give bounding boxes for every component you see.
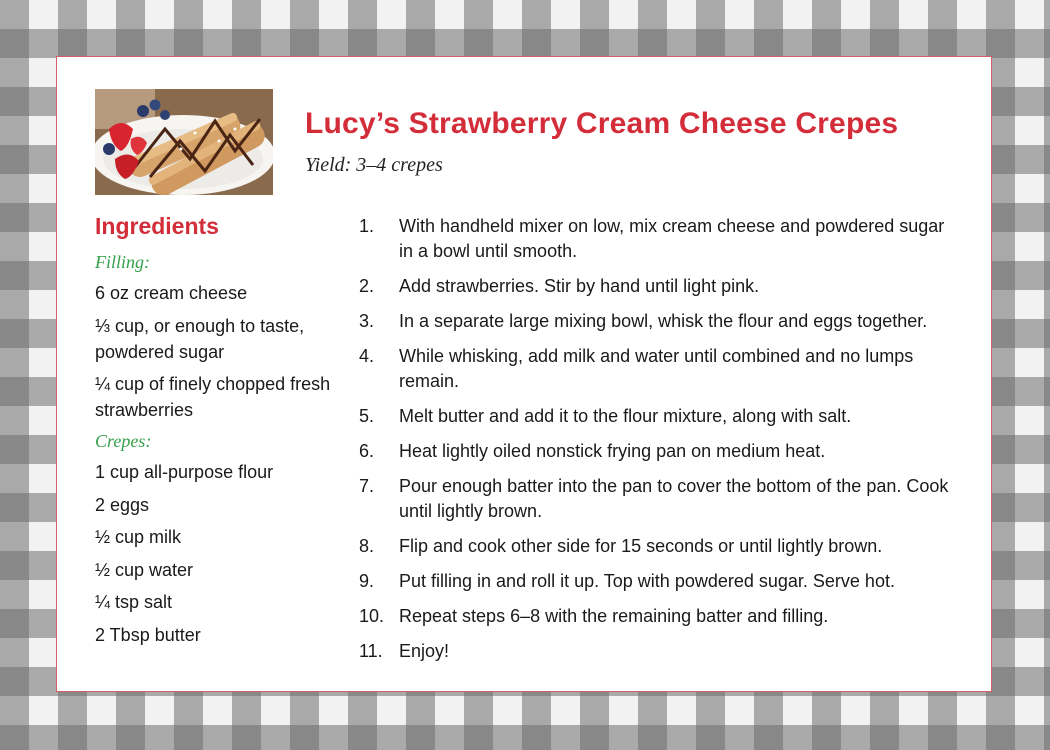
step-text: Add strawberries. Stir by hand until light pink. [399, 276, 760, 296]
instruction-step [359, 274, 959, 299]
step-number: 1. [359, 216, 375, 236]
step-number: 7. [359, 476, 375, 496]
ingredient-item: 2 eggs [95, 494, 150, 515]
ingredient-item: ½ cup milk [95, 527, 182, 547]
step-text: While whisking, add milk and water until combined and no lumps remain. [399, 346, 914, 391]
step-number: 11. [359, 641, 383, 661]
step-text: Heat lightly oiled nonstick frying pan on medium heat. [399, 441, 826, 461]
instruction-step [359, 604, 959, 629]
ingredient-item: ⅓ cup, or enough to taste, powdered sugar [95, 315, 305, 362]
instruction-step [359, 404, 959, 429]
filling-label: Filling: [95, 252, 150, 272]
ingredient-item: 2 Tbsp butter [95, 624, 201, 645]
filling-list [95, 280, 355, 423]
ingredient-item: ½ cup water [95, 559, 194, 580]
ingredient-item: ¼ cup of finely chopped fresh strawberries [95, 374, 331, 420]
step-number: 5. [359, 406, 375, 426]
step-text: Melt butter and add it to the flour mixture, along with salt. [399, 406, 852, 426]
step-text: Repeat steps 6–8 with the remaining batter and filling. [399, 606, 829, 626]
instructions-list [359, 214, 959, 674]
instruction-step [359, 309, 959, 334]
step-text: Enjoy! [399, 641, 450, 661]
step-text: Flip and cook other side for 15 seconds or until lightly brown. [399, 536, 883, 556]
instruction-step [359, 214, 959, 264]
step-number: 8. [359, 536, 375, 556]
ingredient-item: ¼ tsp salt [95, 592, 173, 612]
step-number: 9. [359, 571, 375, 591]
ingredients-heading: Ingredients [95, 213, 219, 239]
instruction-step [359, 534, 959, 559]
step-number: 4. [359, 346, 375, 366]
crepes-list [95, 459, 355, 648]
crepes-photo [95, 89, 273, 195]
step-text: In a separate large mixing bowl, whisk the flour and eggs together. [399, 311, 928, 331]
step-text: Pour enough batter into the pan to cover the bottom of the pan. Cook until lightly brown. [399, 476, 949, 521]
step-text: With handheld mixer on low, mix cream cheese and powdered sugar in a bowl until smooth. [399, 216, 945, 261]
step-number: 2. [359, 276, 375, 296]
step-number: 3. [359, 311, 375, 331]
recipe-title: Lucy’s Strawberry Cream Cheese Crepes [305, 107, 899, 140]
instruction-step [359, 439, 959, 464]
crepes-label: Crepes: [95, 431, 152, 451]
step-text: Put filling in and roll it up. Top with powdered sugar. Serve hot. [399, 571, 895, 591]
step-number: 6. [359, 441, 375, 461]
instruction-step [359, 344, 959, 394]
instruction-step [359, 639, 959, 664]
recipe-yield: Yield: 3–4 crepes [305, 154, 443, 176]
ingredient-item: 1 cup all-purpose flour [95, 462, 274, 482]
ingredient-item: 6 oz cream cheese [95, 283, 248, 303]
instruction-step [359, 474, 959, 524]
instruction-step [359, 569, 959, 594]
ingredients-section [95, 213, 355, 656]
recipe-card [56, 56, 992, 692]
step-number: 10. [359, 606, 385, 626]
